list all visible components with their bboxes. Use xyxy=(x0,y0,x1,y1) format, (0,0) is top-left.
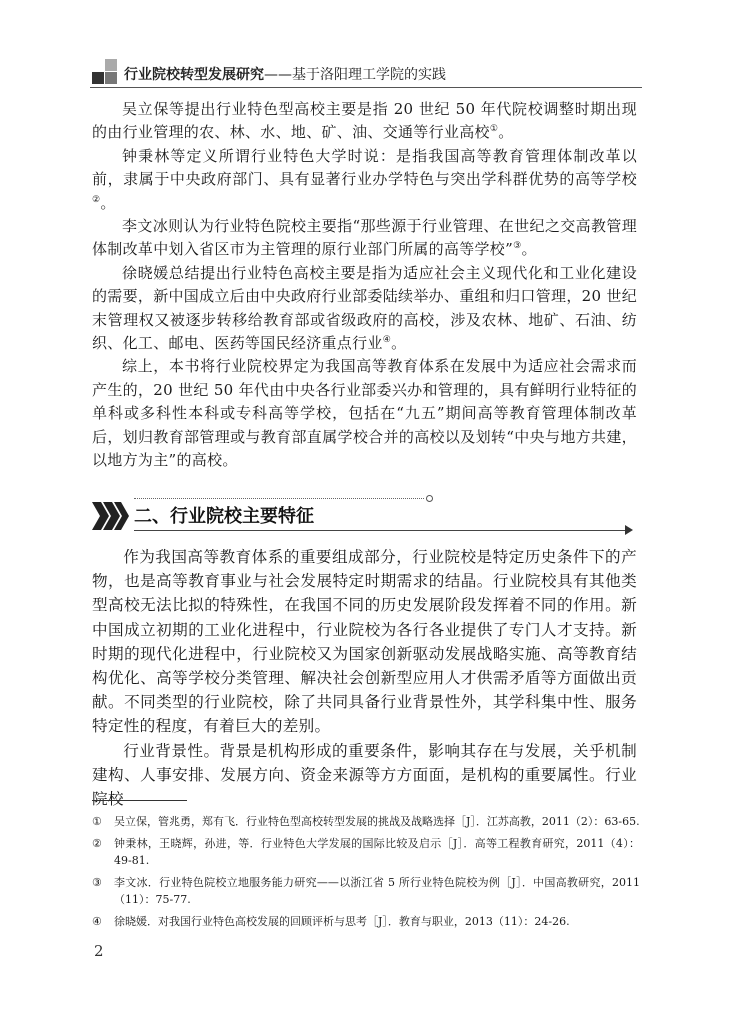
footnote-number: ① xyxy=(92,815,102,828)
section-heading xyxy=(92,498,637,540)
paragraph: 吴立保等提出行业特色型高校主要是指 20 世纪 50 年代院校调整时期出现的由行业管理的农、林、水、地、矿、油、交通等行业高校①。 xyxy=(92,100,637,142)
header-rule xyxy=(90,87,642,88)
page-number: 2 xyxy=(94,942,104,960)
footnote-text: 李文冰．行业特色院校立地服务能力研究——以浙江省 5 所行业特色院校为例［J］．中国高教研究，2011（11）：75-77. xyxy=(114,876,640,906)
header-squares-icon xyxy=(92,59,118,85)
footnote-text: 徐晓媛．对我国行业特色高校发展的回顾评析与思考［J］．教育与职业，2013（11）：24-26. xyxy=(114,915,570,928)
footnote-number: ② xyxy=(92,837,102,850)
paragraph: 综上，本书将行业院校界定为我国高等教育体系在发展中为适应社会需求而产生的，20 世纪 50 年代由中央各行业部委兴办和管理的，具有鲜明行业特征的单科或多科性本科或专科高等学校，包括在“九五”期间高等教育管理体制改革后，划归教育部管理或与教育部直属学校合并的高校以及划转“中央与地方共建，以地方为主”的高校。 xyxy=(92,357,637,470)
footnotes xyxy=(92,813,640,935)
chevron-right-icon xyxy=(92,500,130,532)
footnote-text: 吴立保，管兆勇，郑有飞．行业特色型高校转型发展的挑战及战略选择［J］．江苏高教，2011（2）：63-65. xyxy=(114,815,640,828)
running-header xyxy=(124,64,446,84)
arrow-right-icon xyxy=(625,525,633,535)
header-subtitle: ——基于洛阳理工学院的实践 xyxy=(264,67,446,83)
section-dot xyxy=(426,495,433,502)
section-underline xyxy=(134,530,627,531)
paragraph: 徐晓媛总结提出行业特色高校主要是指为适应社会主义现代化和工业化建设的需要，新中国成立后由中央政府行业部委陆续举办、重组和归口管理，20 世纪末管理权又被逐步转移给教育部或省级政府的高校，涉及农林、地矿、石油、纺织、化工、邮电、医药等国民经济重点行业④。 xyxy=(92,263,637,353)
footnote-item xyxy=(92,813,640,830)
footnote-number: ④ xyxy=(92,915,102,928)
footnote-text: 钟秉林，王晓辉，孙进，等．行业特色大学发展的国际比较及启示［J］．高等工程教育研究，2011（4）：49-81. xyxy=(114,837,640,867)
footnote-rule xyxy=(92,800,187,801)
section-dotted-rule xyxy=(134,498,424,499)
body-text-bottom xyxy=(92,545,637,811)
paragraph: 行业背景性。背景是机构形成的重要条件，影响其存在与发展，关乎机制建构、人事安排、发展方向、资金来源等方方面面，是机构的重要属性。行业院校 xyxy=(92,741,637,809)
section-title: 二、行业院校主要特征 xyxy=(134,506,314,527)
footnote-item xyxy=(92,835,640,869)
paragraph: 李文冰则认为行业特色院校主要指“那些源于行业管理、在世纪之交高教管理体制改革中划入省区市为主管理的原行业部门所属的高等学校”③。 xyxy=(92,217,637,259)
footnote-ref[interactable]: ④ xyxy=(382,335,392,346)
footnote-ref[interactable]: ② xyxy=(92,194,101,205)
header-title: 行业院校转型发展研究 xyxy=(124,67,264,83)
footnote-ref[interactable]: ① xyxy=(489,124,499,135)
footnote-number: ③ xyxy=(92,876,102,889)
body-text-top xyxy=(92,98,637,473)
footnote-ref[interactable]: ③ xyxy=(513,241,522,252)
paragraph: 钟秉林等定义所谓行业特色大学时说：是指我国高等教育管理体制改革以前，隶属于中央政府部门、具有显著行业办学特色与突出学科群优势的高等学校②。 xyxy=(92,146,637,212)
footnote-item xyxy=(92,913,640,930)
footnote-item xyxy=(92,874,640,908)
paragraph: 作为我国高等教育体系的重要组成部分，行业院校是特定历史条件下的产物，也是高等教育事业与社会发展特定时期需求的结晶。行业院校具有其他类型高校无法比拟的特殊性，在我国不同的历史发展阶段发挥着不同的作用。新中国成立初期的工业化进程中，行业院校为各行各业提供了专门人才支持。新时期的现代化进程中，行业院校又为国家创新驱动发展战略实施、高等教育结构优化、高等学校分类管理、解决社会创新型应用人才供需矛盾等方面做出贡献。不同类型的行业院校，除了共同具备行业背景性外，其学科集中性、服务特定性的程度，有着巨大的差别。 xyxy=(92,548,637,736)
